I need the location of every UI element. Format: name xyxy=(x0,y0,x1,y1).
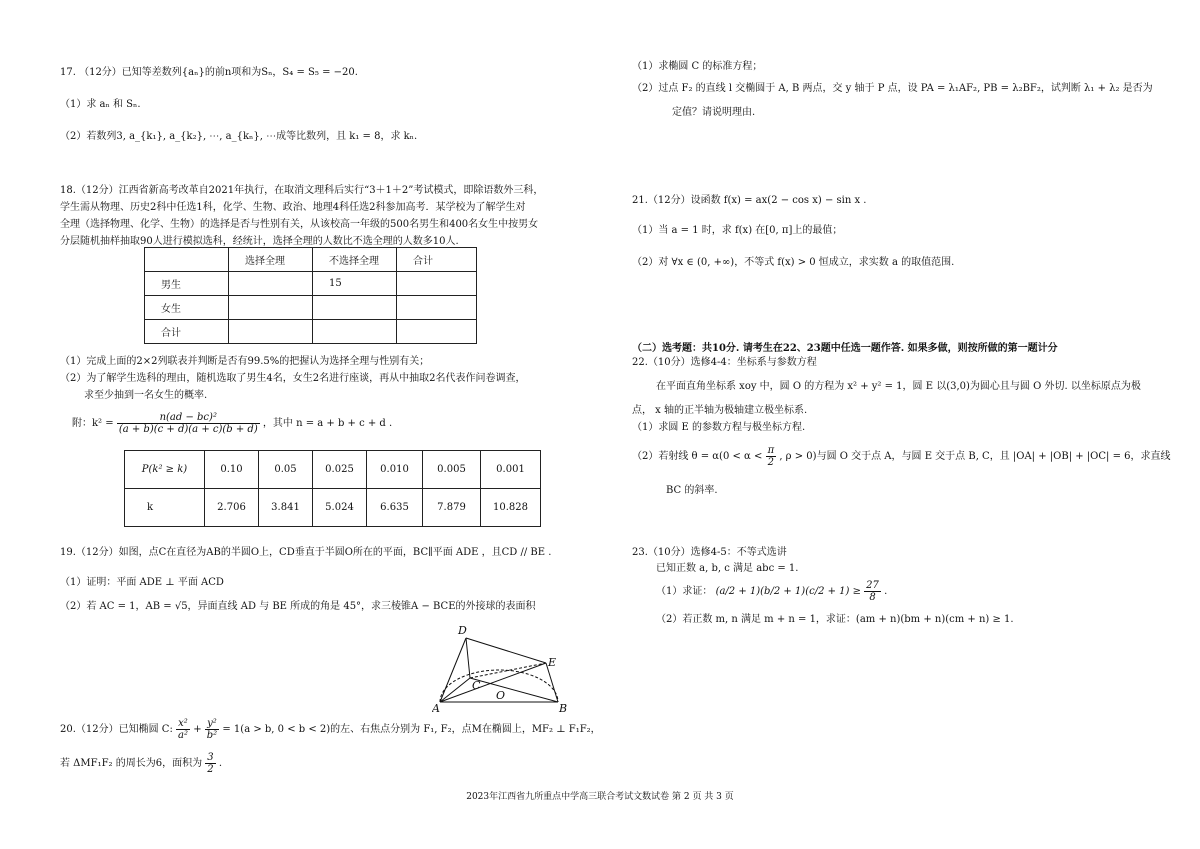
table-cell: 女生 xyxy=(145,296,229,320)
table-cell: 男生 xyxy=(145,272,229,296)
frac-numerator: π xyxy=(767,445,775,456)
label-b: B xyxy=(559,702,568,712)
q22-part2a-post: , ρ > 0)与圆 O 交于点 A，与圆 E 交于点 B, C，且 |OA| + |OB| + |OC| = 6，求直线 xyxy=(779,451,1171,462)
q21-part2: （2）对 ∀x ∈ (0, +∞)，不等式 f(x) > 0 恒成立，求实数 a 的取值范围. xyxy=(632,257,955,268)
table-row xyxy=(145,320,477,344)
frac-3-2 xyxy=(205,752,215,775)
label-e: E xyxy=(548,656,557,669)
q23-part1 xyxy=(656,580,887,603)
q20-part2b: 定值？请说明理由. xyxy=(672,107,756,118)
q22-part2a xyxy=(632,445,1171,468)
contingency-table xyxy=(144,247,477,344)
q20-stem-line1 xyxy=(60,718,601,741)
q18-part1: （1）完成上面的2×2列联表并判断是否有99.5%的把握认为选择全理与性别有关； xyxy=(60,356,430,367)
critical-value-table xyxy=(124,450,541,527)
edge-ae xyxy=(440,663,546,702)
table-cell: 6.635 xyxy=(367,489,423,527)
q18-line-1: 18.（12分）江西省新高考改革自2021年执行，在取消文理科后实行“3＋1＋2”考试模式，即除语数外三科， xyxy=(60,185,544,196)
frac-numerator: 27 xyxy=(866,580,879,591)
q23-part1-expr: (a/2 + 1)(b/2 + 1)(c/2 + 1) ≥ xyxy=(715,586,861,597)
page-footer: 2023年江西省九所重点中学高三联合考试文数试卷 第 2 页 共 3 页 xyxy=(466,792,734,802)
q19-stem: 19.（12分）如图，点C在直径为AB的半圆O上，CD垂直于半圆O所在的平面，BC∥平面 ADE ，且CD // BE . xyxy=(60,547,552,558)
table-cell: 0.010 xyxy=(367,451,423,489)
edge-da xyxy=(440,638,466,702)
table-cell xyxy=(229,272,313,296)
table-row xyxy=(145,296,477,320)
table-cell: 5.024 xyxy=(313,489,367,527)
table-cell xyxy=(397,296,477,320)
frac-denominator: a² xyxy=(178,730,188,741)
edge-de xyxy=(466,638,546,663)
q23-part1-pre: （1）求证： xyxy=(656,586,713,597)
q20-part2a: （2）过点 F₂ 的直线 l 交椭圆于 A, B 两点，交 y 轴于 P 点，设 PA = λ₁AF₂, PB = λ₂BF₂，试判断 λ₁ + λ₂ 是否为 xyxy=(632,83,1153,94)
table-cell: k xyxy=(125,489,205,527)
q17-part1: （1）求 aₙ 和 Sₙ. xyxy=(60,99,141,110)
q20-stem-a: 20.（12分）已知椭圆 C: xyxy=(60,724,173,735)
frac-denominator: 2 xyxy=(767,457,775,468)
formula-fraction xyxy=(117,412,260,435)
plus-sign: + xyxy=(193,724,202,735)
q20-part1: （1）求椭圆 C 的标准方程； xyxy=(632,61,763,72)
frac-numerator: 3 xyxy=(207,752,214,763)
q20-stem-line2 xyxy=(60,752,222,775)
label-c: C xyxy=(472,679,481,692)
table-cell: 2.706 xyxy=(205,489,259,527)
q20-stem-end: . xyxy=(218,758,223,769)
table-cell: 10.828 xyxy=(481,489,541,527)
q23-part1-end: . xyxy=(884,586,888,597)
section-2-title: （二）选考题：共10分. 请考生在22、23题中任选一题作答. 如果多做，则按所做的第一题计分 xyxy=(632,343,1058,354)
table-cell: 不选择全理 xyxy=(313,248,397,272)
formula-prefix: 附：k² = xyxy=(72,418,114,429)
formula-suffix: ，其中 n = a + b + c + d . xyxy=(262,418,393,429)
q20-stem-c: 若 ΔMF₁F₂ 的周长为6，面积为 xyxy=(60,758,203,769)
table-cell: 0.05 xyxy=(259,451,313,489)
label-o: O xyxy=(496,689,506,702)
table-row xyxy=(145,248,477,272)
q23-given: 已知正数 a, b, c 满足 abc = 1. xyxy=(656,563,799,574)
label-d: D xyxy=(458,624,467,637)
table-cell: 选择全理 xyxy=(229,248,313,272)
table-row xyxy=(125,451,541,489)
q17-part2: （2）若数列3, a_{k₁}, a_{k₂}, ⋯, a_{kₙ}, ⋯成等比数列，且 k₁ = 8，求 kₙ. xyxy=(60,131,418,142)
q22-part2b: BC 的斜率. xyxy=(666,485,718,496)
q18-part2b: 求至少抽到一名女生的概率. xyxy=(84,390,208,401)
q22-stem: 22.（10分）选修4-4：坐标系与参数方程 xyxy=(632,357,817,368)
table-cell xyxy=(313,296,397,320)
table-cell: 合计 xyxy=(145,320,229,344)
frac-denominator: 2 xyxy=(207,764,214,775)
table-cell: 0.005 xyxy=(423,451,481,489)
table-cell xyxy=(229,296,313,320)
table-cell xyxy=(229,320,313,344)
q21-stem: 21.（12分）设函数 f(x) = ax(2 − cos x) − sin x . xyxy=(632,195,867,206)
frac-numerator: x² xyxy=(176,718,190,730)
table-row xyxy=(125,489,541,527)
table-row xyxy=(145,272,477,296)
edge-dc xyxy=(466,638,470,678)
q21-part1: （1）当 a = 1 时，求 f(x) 在[0, π]上的最值； xyxy=(632,225,843,236)
q20-stem-b: = 1(a > b, 0 < b < 2)的左、右焦点分别为 F₁, F₂，点M在椭圆上，MF₂ ⊥ F₁F₂， xyxy=(222,724,601,735)
q22-body-a: 在平面直角坐标系 xoy 中，圆 O 的方程为 x² + y² = 1，圆 E 以(3,0)为圆心且与圆 O 外切. 以坐标原点为极 xyxy=(656,381,1141,392)
k-square-formula xyxy=(72,412,392,435)
frac-denominator: 8 xyxy=(869,592,876,603)
q22-body-b: 点， x 轴的正半轴为极轴建立极坐标系. xyxy=(632,405,808,416)
frac-denominator: b² xyxy=(206,730,218,741)
table-cell xyxy=(145,248,229,272)
label-a: A xyxy=(432,702,440,712)
frac-pi-2 xyxy=(766,445,777,468)
frac-x2-a2 xyxy=(176,718,190,741)
table-cell: 3.841 xyxy=(259,489,313,527)
q23-stem: 23.（10分）选修4-5：不等式选讲 xyxy=(632,547,787,558)
table-cell xyxy=(313,320,397,344)
q17-stem: 17. （12分）已知等差数列{aₙ}的前n项和为Sₙ，S₄ = S₅ = −20. xyxy=(60,67,358,78)
table-cell xyxy=(397,320,477,344)
formula-denominator: (a + b)(c + d)(a + c)(b + d) xyxy=(118,424,258,435)
table-cell: 0.001 xyxy=(481,451,541,489)
table-cell: 15 xyxy=(313,272,397,296)
q18-line-3: 全理（选择物理、化学、生物）的选择是否与性别有关，从该校高一年级的500名男生和400名女生中按男女 xyxy=(60,219,539,230)
table-cell: 合计 xyxy=(397,248,477,272)
table-cell: P(k² ≥ k) xyxy=(125,451,205,489)
q22-part2a-pre: （2）若射线 θ = α(0 < α < xyxy=(632,451,763,462)
table-cell: 0.025 xyxy=(313,451,367,489)
table-cell xyxy=(397,272,477,296)
formula-numerator: n(ad − bc)² xyxy=(117,412,260,424)
q18-line-2: 学生需从物理、历史2科中任选1科，化学、生物、政治、地理4科任选2科参加高考．某学校为了解学生对 xyxy=(60,202,526,213)
q19-part2: （2）若 AC = 1，AB = √5，异面直线 AD 与 BE 所成的角是 45°，求三棱锥A − BCE的外接球的表面积 xyxy=(60,601,536,612)
frac-numerator: y² xyxy=(205,718,219,730)
table-cell: 0.10 xyxy=(205,451,259,489)
q18-line-4: 分层随机抽样抽取90人进行模拟选科，经统计，选择全理的人数比不选全理的人数多10人. xyxy=(60,236,459,247)
table-cell: 7.879 xyxy=(423,489,481,527)
q22-part1: （1）求圆 E 的参数方程与极坐标方程. xyxy=(632,422,806,433)
solid-geometry-figure xyxy=(432,622,584,712)
q23-part2: （2）若正数 m, n 满足 m + n = 1，求证：(am + n)(bm + n)(cm + n) ≥ 1. xyxy=(656,614,1014,625)
frac-y2-b2 xyxy=(205,718,219,741)
q18-part2a: （2）为了解学生选科的理由，随机选取了男生4名，女生2名进行座谈，再从中抽取2名代表作问卷调查， xyxy=(60,373,526,384)
q19-part1: （1）证明：平面 ADE ⊥ 平面 ACD xyxy=(60,577,224,588)
frac-27-8 xyxy=(864,580,881,603)
